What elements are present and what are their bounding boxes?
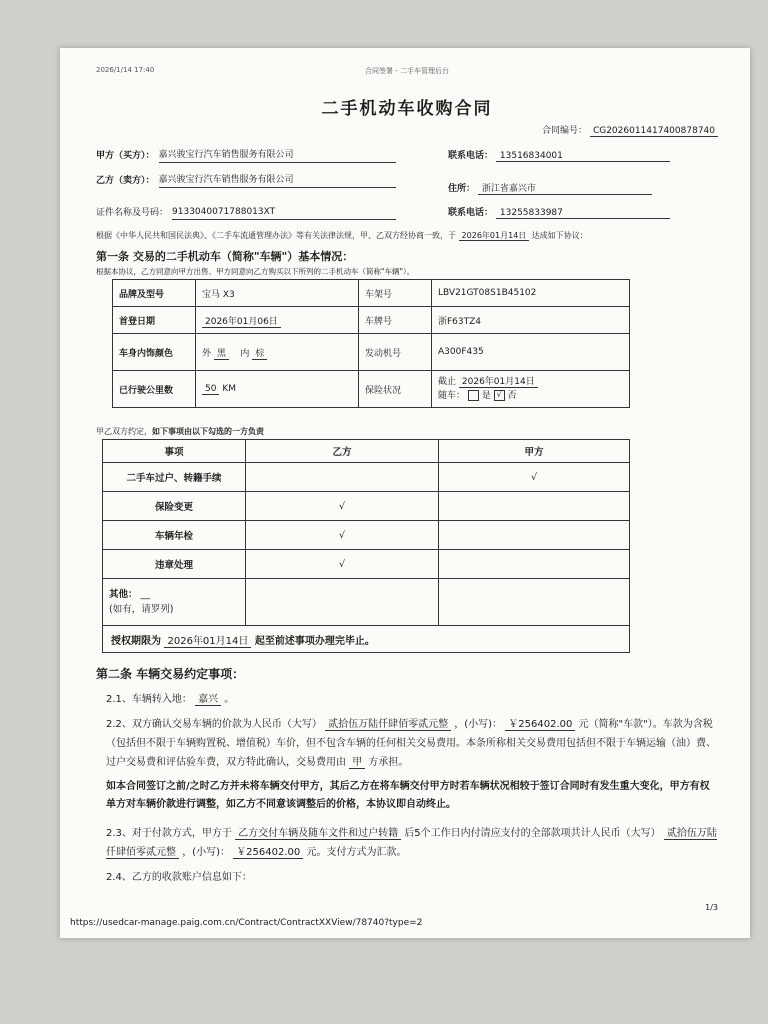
engine-value: A300F435	[432, 334, 630, 371]
party-b-name: 嘉兴骏宝行汽车销售服务有限公司	[159, 173, 396, 188]
page-number: 1/3	[705, 903, 718, 912]
registration-date: 2026年01月06日	[202, 317, 281, 328]
contract-page	[60, 48, 750, 938]
footer-url: https://usedcar-manage.paig.com.cn/Contract/ContractXXView/78740?type=2	[70, 918, 423, 928]
table-row: 车身内饰颜色 外 黑 内 棕 发动机号 A300F435	[113, 334, 630, 371]
color-values: 外 黑 内 棕	[196, 334, 359, 371]
print-header	[96, 66, 718, 80]
article-1-title: 第一条 交易的二手机动车（简称"车辆"）基本情况：	[96, 250, 354, 263]
vehicle-table	[112, 279, 630, 408]
check-mark: √	[439, 463, 630, 492]
contract-title: 二手机动车收购合同	[321, 99, 493, 119]
check-mark: √	[246, 550, 439, 579]
party-a-phone: 13516834001	[496, 151, 670, 162]
article-1-intro: 根据本协议，乙方同意向甲方出售、甲方同意向乙方购买以下所列的二手机动车（简称"车辆"）。	[96, 267, 415, 276]
contract-number-label: 合同编号：	[542, 126, 588, 136]
exterior-color: 黑	[214, 349, 229, 360]
contract-number	[96, 123, 718, 136]
table-row: 违章处理 √	[103, 550, 630, 579]
table-footer-row: 授权期限为 2026年01月14日 起至前述事项办理完毕止。	[103, 626, 630, 653]
payment-condition: 乙方交付车辆及随车文件和过户转籍	[235, 828, 401, 840]
cert-row	[96, 205, 718, 220]
insurance-status: 截止 2026年01月14日 随车： 是 √ 否	[432, 371, 630, 408]
table-row	[103, 579, 630, 626]
party-a-phone-label: 联系电话：	[448, 151, 494, 161]
print-date: 2026/1/14 17:40	[96, 66, 155, 74]
clause-2-4: 2.4、乙方的收款账户信息如下：	[106, 872, 252, 883]
mileage-value: 50	[202, 384, 219, 395]
payment-lower: ￥256402.00	[233, 847, 303, 859]
plate-value: 浙F63TZ4	[432, 307, 630, 334]
party-b-row	[96, 173, 718, 195]
party-b-address: 浙江省嘉兴市	[478, 181, 652, 195]
party-a-name: 嘉兴骏宝行汽车销售服务有限公司	[159, 148, 396, 163]
checkbox-yes	[468, 390, 479, 401]
vin-value: LBV21GT08S1B45102	[432, 280, 630, 307]
party-b-address-label: 住所：	[448, 184, 476, 194]
party-b-label: 乙方（卖方）：	[96, 176, 155, 186]
preamble: 根据《中华人民共和国民法典》、《二手车流通管理办法》等有关法律法规，甲、乙双方经协商一致，于 2026年01月14日 达成如下协议：	[96, 231, 588, 240]
clause-2-3: 2.3、对于付款方式，甲方于 乙方交付车辆及随车文件和过户转籍 后5个工作日内付清应支付的全部款项共计人民币（大写） 贰拾伍万陆仟肆佰零贰元整 ，(小写)： ￥256402.00 元。支付方式为汇款。	[106, 828, 717, 858]
price-upper: 贰拾伍万陆仟肆佰零贰元整	[325, 719, 451, 731]
party-b-phone: 13255833987	[496, 208, 670, 219]
table-row: 保险变更 √	[103, 492, 630, 521]
interior-color: 棕	[252, 349, 267, 360]
fee-payer: 甲	[349, 757, 365, 769]
responsibility-table	[102, 439, 630, 653]
clause-2-1: 2.1、车辆转入地： 嘉兴 。	[106, 694, 235, 705]
other-items: 其他： __ (如有，请罗列)	[103, 579, 246, 626]
table-row: 车辆年检 √	[103, 521, 630, 550]
article-2-title: 第二条 车辆交易约定事项：	[96, 667, 245, 681]
table-header-row: 事项 乙方 甲方	[103, 440, 630, 463]
checkbox-no-checked: √	[494, 390, 505, 401]
table-row: 首登日期 2026年01月06日 车牌号 浙F63TZ4	[113, 307, 630, 334]
preamble-date: 2026年01月14日	[459, 231, 530, 241]
price-adjustment-clause: 如本合同签订之前/之时乙方并未将车辆交付甲方，其后乙方在将车辆交付甲方时若车辆状况相较于签订合同时有发生重大变化，甲方有权单方对车辆价款进行调整，如乙方不同意该调整后的价格，本协议即自动终止。	[106, 781, 710, 810]
cert-number: 9133040071788013XT	[172, 205, 396, 220]
party-a-row	[96, 148, 718, 163]
payment-upper: 贰拾伍万陆仟肆佰零贰元整	[106, 828, 717, 858]
check-mark: √	[246, 521, 439, 550]
brand-model: 宝马 X3	[196, 280, 359, 307]
party-a-label: 甲方（买方）：	[96, 151, 155, 161]
table-row: 已行驶公里数 50 KM 保险状况 截止 2026年01月14日 随车： 是 √ 否	[113, 371, 630, 408]
table-row: 二手车过户、转籍手续 √	[103, 463, 630, 492]
contract-number-value: CG2026011417400878740	[590, 126, 718, 137]
cert-label: 证件名称及号码：	[96, 208, 169, 218]
party-b-phone-label: 联系电话：	[448, 208, 494, 218]
price-lower: ￥256402.00	[505, 719, 575, 731]
authorization-date: 2026年01月14日	[164, 636, 251, 648]
destination-city: 嘉兴	[195, 694, 221, 706]
clause-2-2: 2.2、双方确认交易车辆的价款为人民币（大写） 贰拾伍万陆仟肆佰零贰元整 ，(小写)： ￥256402.00 元（简称"车款"）。车款为含税（包括但不限于车辆购置税、增值税）车价，但不包含车辆的任何相关交易费用。本条所称相关交易费用包括但不限于车辆运输（油）费、过户交易费和评估验车费，双方特此确认，交易费用由 甲 方承担。	[106, 719, 716, 768]
responsibility-title: 甲乙双方约定，如下事项由以下勾选的一方负责	[96, 427, 264, 436]
print-title: 合同签署 - 二手车管理后台	[365, 67, 449, 75]
check-mark: √	[246, 492, 439, 521]
table-row: 品牌及型号 宝马 X3 车架号 LBV21GT08S1B45102	[113, 280, 630, 307]
insurance-date: 2026年01月14日	[459, 377, 538, 388]
